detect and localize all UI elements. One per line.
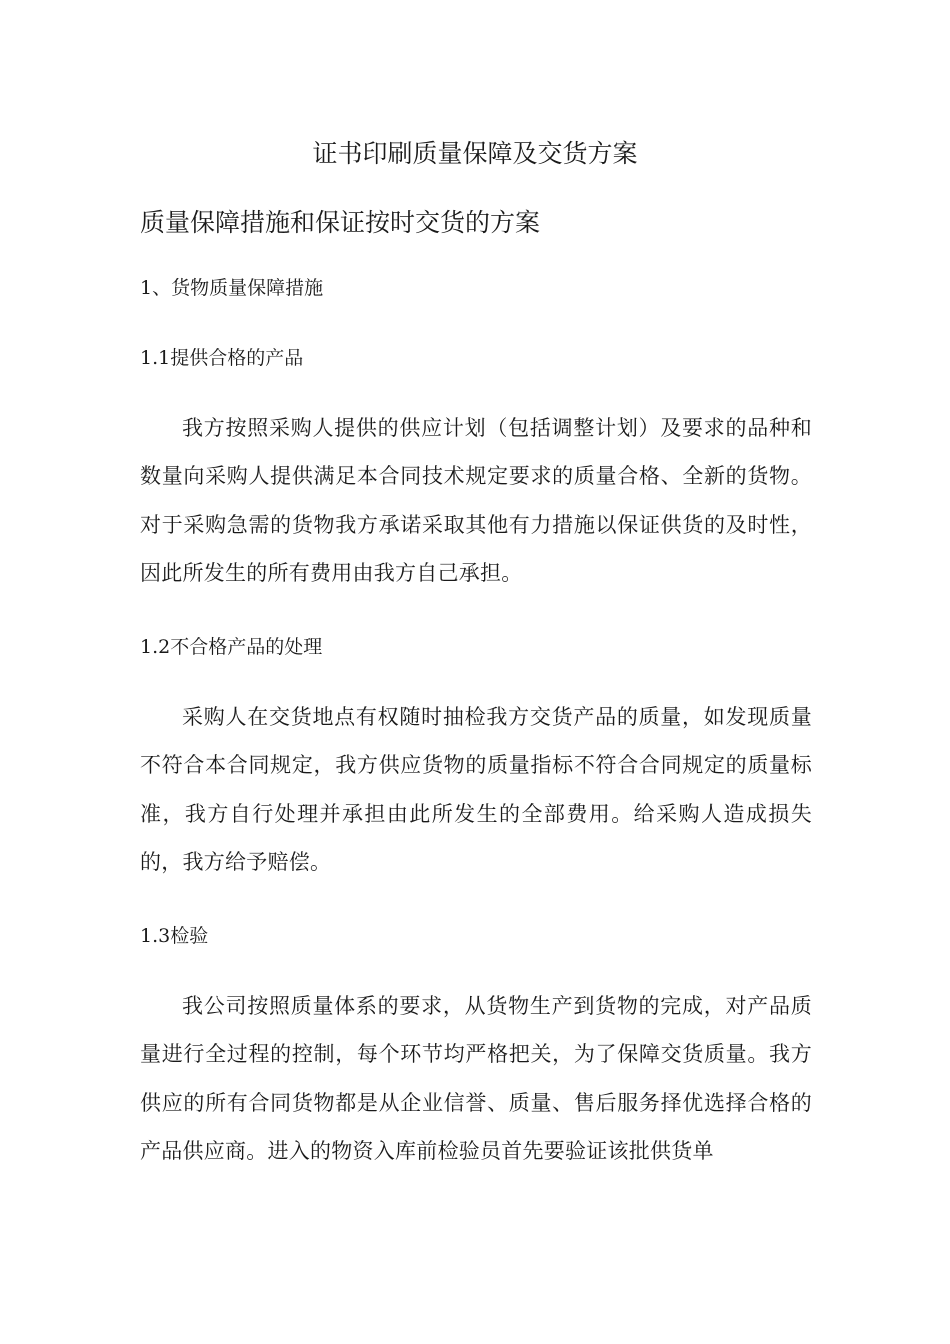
section-1-2-body: 采购人在交货地点有权随时抽检我方交货产品的质量，如发现质量不符合本合同规定，我方供应货物的质量指标不符合合同规定的质量标准，我方自行处理并承担由此所发生的全部费用。给采购人造成损失的，我方给予赔偿。 — [140, 705, 812, 875]
section-1-title: 1、货物质量保障措施 — [140, 277, 324, 299]
section-1-3-title: 1.3检验 — [140, 925, 209, 947]
main-heading: 质量保障措施和保证按时交货的方案 — [140, 208, 541, 237]
document-title: 证书印刷质量保障及交货方案 — [312, 139, 638, 168]
section-1-2-title: 1.2不合格产品的处理 — [140, 636, 323, 658]
section-1-1-body: 我方按照采购人提供的供应计划（包括调整计划）及要求的品种和数量向采购人提供满足本合同技术规定要求的质量合格、全新的货物。对于采购急需的货物我方承诺采取其他有力措施以保证供货的及时性，因此所发生的所有费用由我方自己承担。 — [140, 416, 812, 586]
section-1-1-title: 1.1提供合格的产品 — [140, 347, 304, 369]
section-1-3-body: 我公司按照质量体系的要求，从货物生产到货物的完成，对产品质量进行全过程的控制，每个环节均严格把关，为了保障交货质量。我方供应的所有合同货物都是从企业信誉、质量、售后服务择优选择合格的产品供应商。进入的物资入库前检验员首先要验证该批供货单 — [140, 994, 812, 1164]
